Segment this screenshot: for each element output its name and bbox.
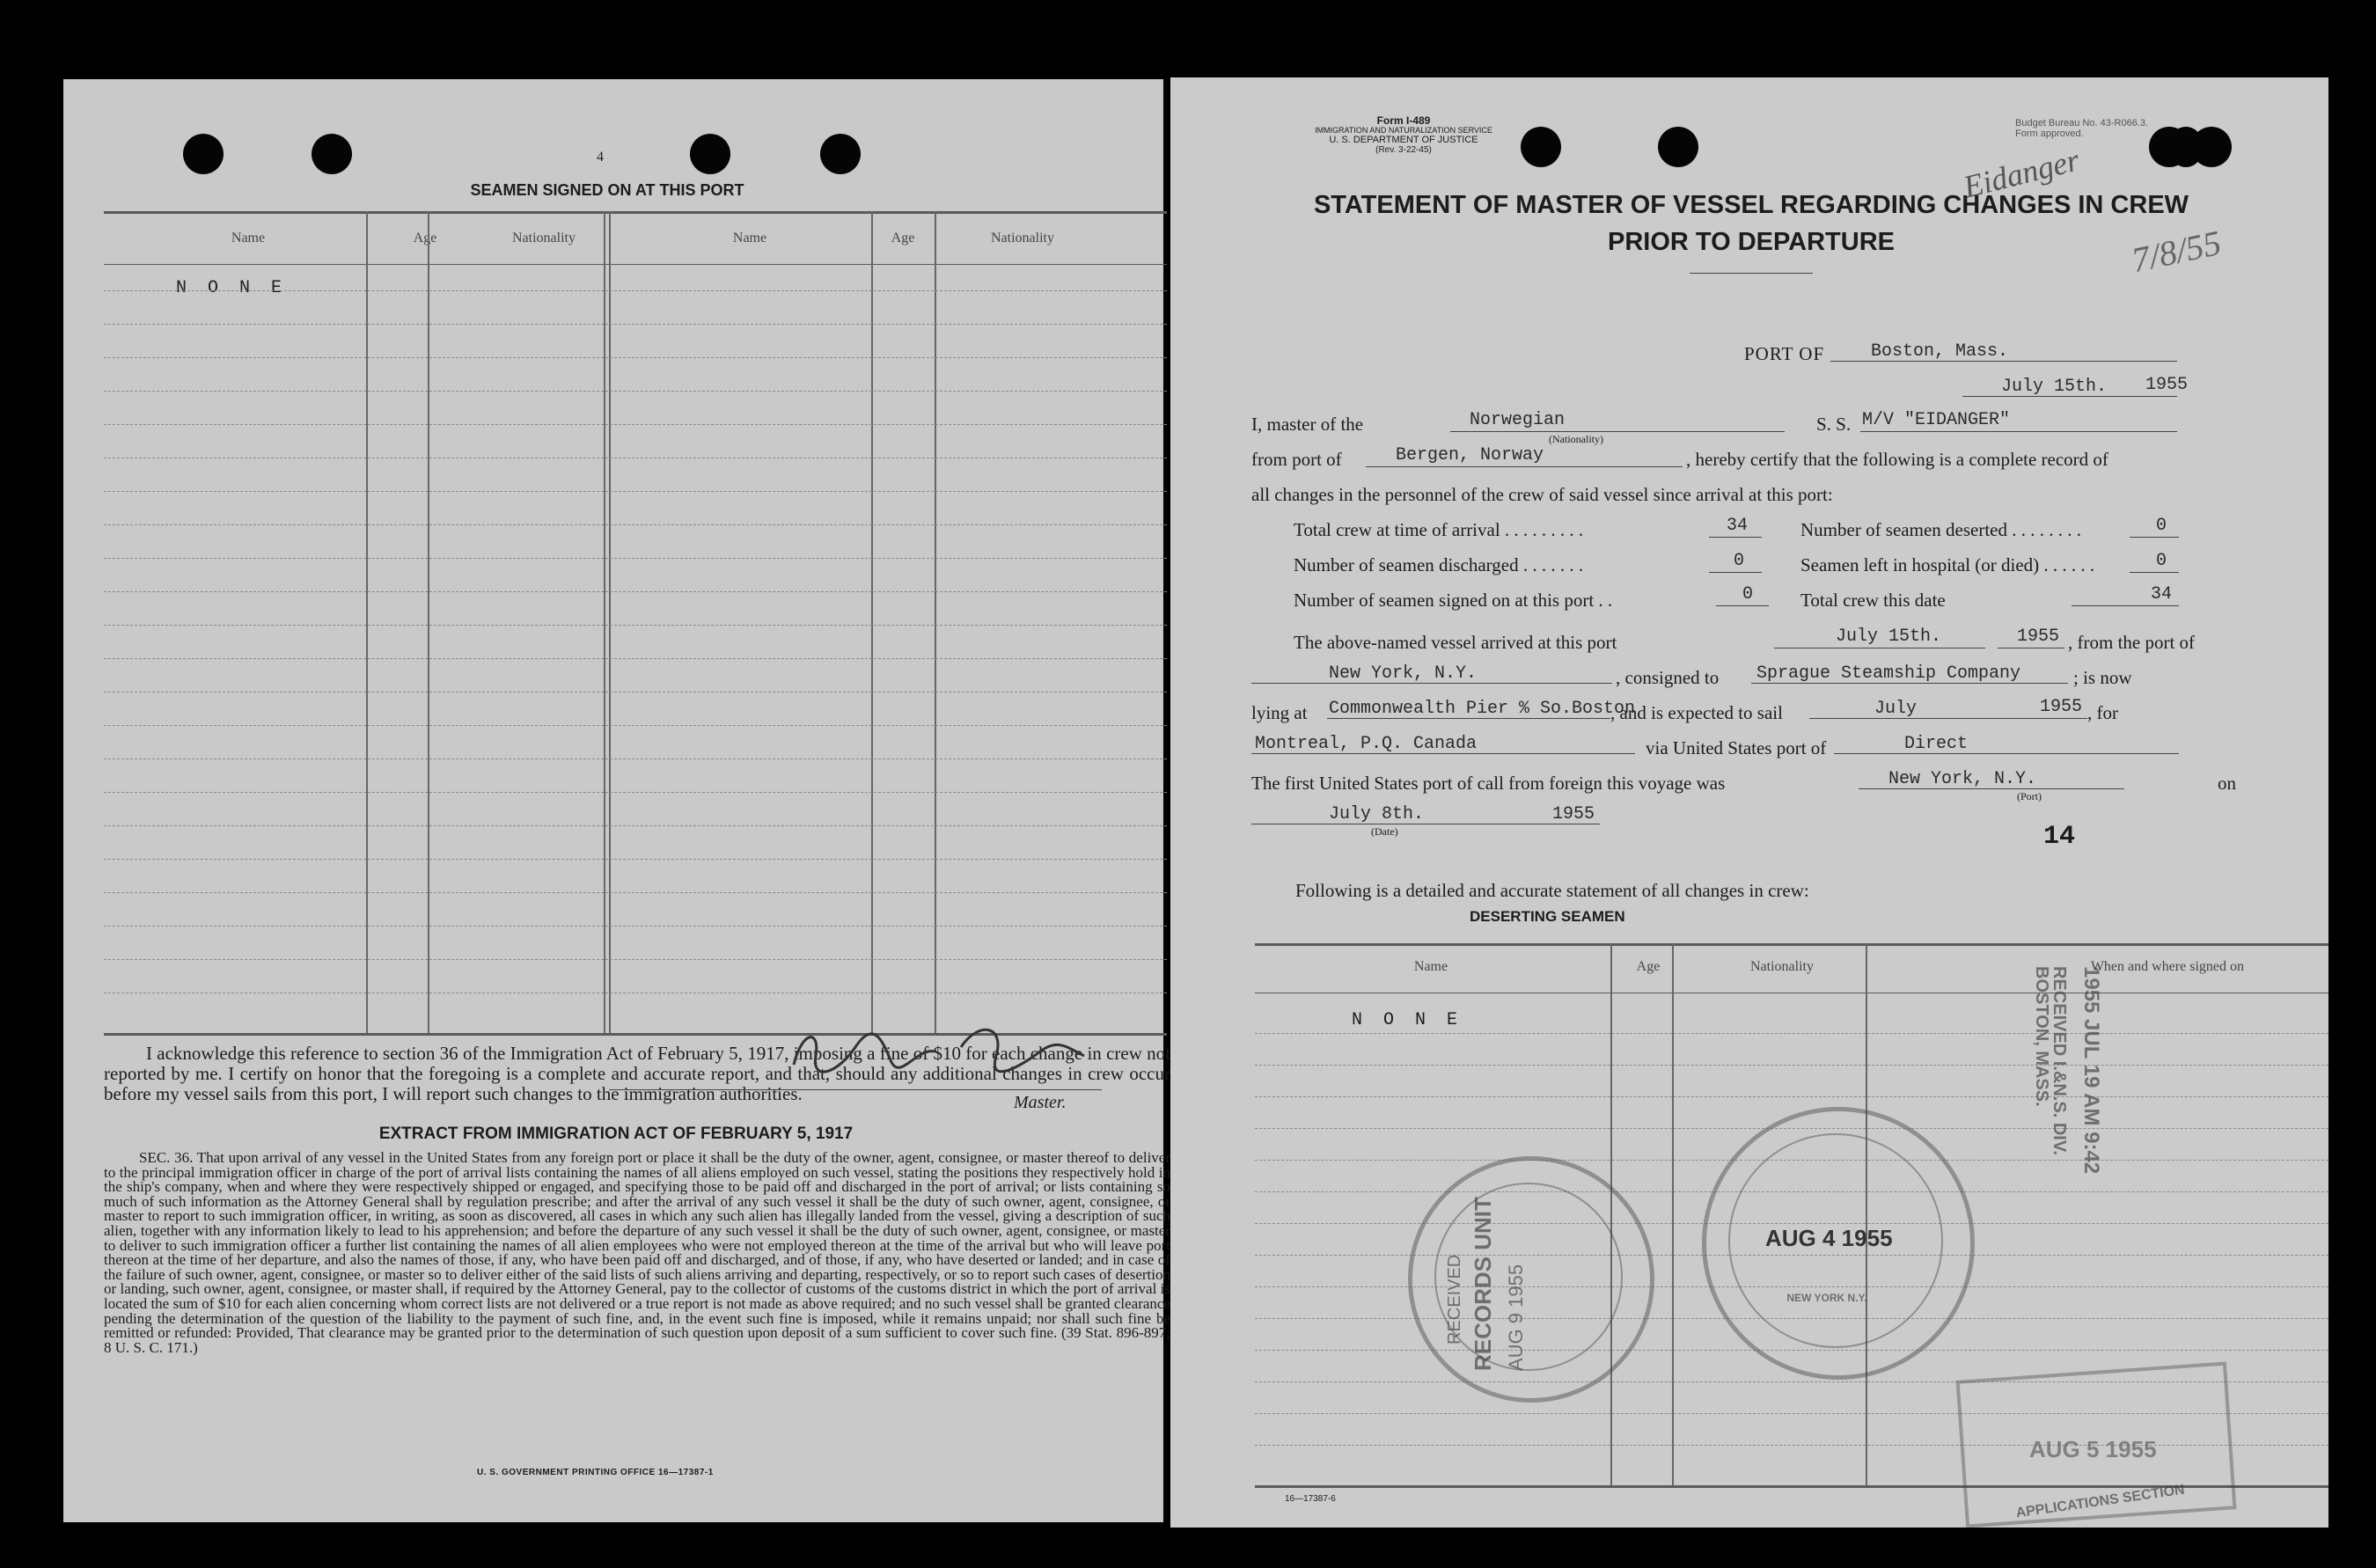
punch-hole [1658, 127, 1698, 167]
arrived-label: The above-named vessel arrived at this port [1294, 632, 1617, 653]
ss-label: S. S. [1816, 414, 1852, 435]
from-port-label: from port of [1251, 449, 1342, 470]
form-number: Form I-489 [1376, 114, 1431, 127]
nationality-caption: (Nationality) [1549, 433, 1603, 445]
via-label: via United States port of [1646, 737, 1827, 758]
left-page [63, 79, 1170, 1522]
handwritten-date: 7/8/55 [2128, 222, 2225, 281]
consigned-value: Sprague Steamship Company [1756, 663, 2021, 684]
date-value: July 15th. [2001, 377, 2108, 397]
all-changes-text: all changes in the personnel of the crew of said vessel since arrival at this port: [1251, 484, 1833, 505]
total-arrival-value: 34 [1727, 516, 1749, 536]
deserting-none-entry: N O N E [1352, 1010, 1463, 1030]
section-title: SEAMEN SIGNED ON AT THIS PORT [470, 181, 744, 199]
column-header: When and where signed on [2090, 959, 2244, 974]
hospital-value: 0 [2156, 551, 2167, 571]
column-header: Age [891, 231, 915, 245]
for-label: , for [2087, 702, 2118, 723]
from-the-port-value: New York, N.Y. [1329, 663, 1478, 684]
certify-text: , hereby certify that the following is a complete record of [1686, 449, 2108, 470]
first-date-value: July 8th. [1329, 804, 1425, 824]
nationality-value: Norwegian [1470, 410, 1566, 430]
expected-label: , and is expected to sail [1610, 702, 1783, 723]
via-value: Direct [1904, 734, 1969, 754]
new-york-stamp-city: NEW YORK N.Y. [1786, 1292, 1867, 1304]
received-stamp-text: RECEIVED I.&N.S. DIV. BOSTON, MASS. [2032, 966, 2069, 1155]
applications-stamp-text: APPLICATIONS SECTION [2014, 1482, 2186, 1521]
sail-year: 1955 [2040, 697, 2083, 717]
punch-hole [183, 134, 224, 174]
lying-at-label: lying at [1251, 702, 1308, 723]
signed-on-label: Number of seamen signed on at this port . . [1294, 590, 1613, 611]
column-header: Nationality [991, 231, 1054, 245]
deserted-value: 0 [2156, 516, 2167, 536]
on-label: on [2218, 773, 2236, 794]
page-number: 4 [597, 150, 604, 165]
from-port-value: Bergen, Norway [1396, 445, 1544, 465]
date-caption: (Date) [1371, 825, 1398, 838]
records-unit-text: RECORDS UNIT [1470, 1197, 1496, 1371]
arrived-year: 1955 [2017, 626, 2060, 647]
discharged-value: 0 [1734, 551, 1745, 571]
arrived-date: July 15th. [1836, 626, 1942, 647]
deserted-label: Number of seamen deserted . . . . . . . . [1800, 519, 2081, 540]
total-today-value: 34 [2151, 584, 2173, 604]
master-signature [785, 1012, 1155, 1082]
signed-on-value: 0 [1742, 584, 1754, 604]
agency-line: U. S. DEPARTMENT OF JUSTICE [1329, 135, 1478, 145]
revision: (Rev. 3-22-45) [1375, 145, 1432, 155]
right-page [1170, 77, 2328, 1528]
vessel-value: M/V "EIDANGER" [1862, 410, 2011, 430]
column-header: Name [732, 231, 767, 245]
hospital-label: Seamen left in hospital (or died) . . . . . . [1800, 554, 2095, 575]
is-now-label: ; is now [2073, 667, 2132, 688]
discharged-label: Number of seamen discharged . . . . . . . [1294, 554, 1584, 575]
master-of-label: I, master of the [1251, 414, 1364, 435]
extract-title: EXTRACT FROM IMMIGRATION ACT OF FEBRUARY 5, 1917 [378, 1125, 854, 1143]
new-york-stamp-date: AUG 4 1955 [1765, 1225, 1893, 1251]
form-title [1170, 187, 2332, 260]
handwritten-note: Eidanger [1960, 142, 2083, 205]
records-received-text: RECEIVED [1445, 1254, 1464, 1345]
first-port-label: The first United States port of call from foreign this voyage was [1251, 773, 1726, 794]
footer-code: 16—17387-6 [1285, 1494, 1336, 1504]
column-header: Nationality [1750, 959, 1814, 974]
port-of-value: Boston, Mass. [1871, 341, 2009, 362]
printer-line: U. S. GOVERNMENT PRINTING OFFICE 16—17387-1 [477, 1468, 714, 1477]
received-stamp-date: 1955 JUL 19 AM 9:42 [2079, 966, 2103, 1175]
applications-stamp-date: AUG 5 1955 [2029, 1436, 2157, 1462]
column-header: Name [1413, 959, 1448, 974]
destination-value: Montreal, P.Q. Canada [1255, 734, 1478, 754]
total-today-label: Total crew this date [1800, 590, 1946, 611]
title-line: STATEMENT OF MASTER OF VESSEL REGARDING CHANGES IN CREW [1313, 191, 2189, 219]
lying-at-value: Commonwealth Pier % So.Boston [1329, 699, 1636, 719]
budget-line: Form approved. [2015, 128, 2084, 139]
column-header: Age [1636, 959, 1661, 974]
title-line: PRIOR TO DEPARTURE [1607, 228, 1895, 256]
date-year: 1955 [2145, 375, 2189, 395]
agency-line: IMMIGRATION AND NATURALIZATION SERVICE [1315, 126, 1492, 135]
punch-hole [820, 134, 861, 174]
sail-month: July [1874, 699, 1918, 719]
column-header: Age [413, 231, 437, 245]
form-header [1258, 116, 1549, 155]
records-date-text: AUG 9 1955 [1505, 1264, 1527, 1371]
budget-bureau [2015, 118, 2148, 139]
none-entry: N O N E [176, 278, 288, 298]
punch-hole [2191, 127, 2232, 167]
deserting-title: DESERTING SEAMEN [1470, 908, 1625, 925]
master-label: Master. [1014, 1093, 1067, 1112]
received-stamp [2033, 966, 2068, 1195]
consigned-label: , consigned to [1616, 667, 1720, 688]
port-caption: (Port) [2017, 790, 2042, 802]
budget-line: Budget Bureau No. 43-R066.3. [2015, 118, 2149, 128]
following-text: Following is a detailed and accurate statement of all changes in crew: [1295, 880, 1809, 901]
first-port-value: New York, N.Y. [1888, 769, 2037, 789]
acknowledgement-text: I acknowledge this reference to section 36 of the Immigration Act of February 5, 1917, imposing a fine of $10 for each change in crew not reported by me. I certify on honor that the foregoing is a complete and accurate report, and that, should any additional changes in crew occur before my vessel sails from this port, I will report such changes to the immigration authorities. [104, 1043, 1170, 1104]
from-the-port-label: , from the port of [2068, 632, 2196, 653]
total-arrival-label: Total crew at time of arrival . . . . . . . . . [1294, 519, 1584, 540]
column-header: Nationality [512, 231, 576, 245]
extract-text: SEC. 36. That upon arrival of any vessel in the United States from any foreign port or place it shall be the duty of the owner, agent, consignee, or master thereof to deliver to the principal immigration officer in charge of the port of arrival lists containing the names of all aliens employed on such vessel, stating the positions they respectively hold in the ship's company, when and where they were respectively shipped or engaged, and specifying those to be paid off and discharged in the port of arrival; or lists containing so much of such information as the Attorney General shall by regulation prescribe; and after the arrival of any such vessel it shall be the duty of such owner, agent, consignee, or master to report to such immigration officer, in writing, as soon as discovered, all cases in which any such alien has illegally landed from the vessel, giving a description of such alien, together with any information likely to lead to his apprehension; and before the departure of any such vessel it shall be the duty of such owner, agent, consignee, or master to deliver to such immigration officer a further list containing the names of all alien employees who were not employed thereon at the time of the arrival but who will leave port thereon at the time of her departure, and also the names of those, if any, who have been paid off and discharged, and of those, if any, who have deserted or landed; and in case of the failure of such owner, agent, consignee, or master so to deliver either of the said lists of such aliens arriving and departing, respectively, or so to report such cases of desertion or landing, such owner, agent, consignee, or master shall, if required by the Attorney General, pay to the collector of customs of the customs district in which the port of arrival is located the sum of $10 for each alien concerning whom correct lists are not delivered or a true report is not made as above required; and no such vessel shall be granted clearance pending the determination of the question of the liability to the payment of such fine, and, in the event such fine is imposed, while it remains unpaid; nor shall such fine be remitted or refunded: Provided, That clearance may be granted prior to the determination of such question upon deposit of a sum sufficient to cover such fine. (39 Stat. 896-897; 8 U. S. C. 171.) [104, 1149, 1170, 1356]
punch-hole [312, 134, 352, 174]
page-mark: 14 [2043, 822, 2076, 852]
punch-hole [690, 134, 730, 174]
first-date-year: 1955 [1552, 804, 1595, 824]
column-header: Name [231, 231, 266, 245]
port-of-label: PORT OF [1744, 343, 1825, 364]
